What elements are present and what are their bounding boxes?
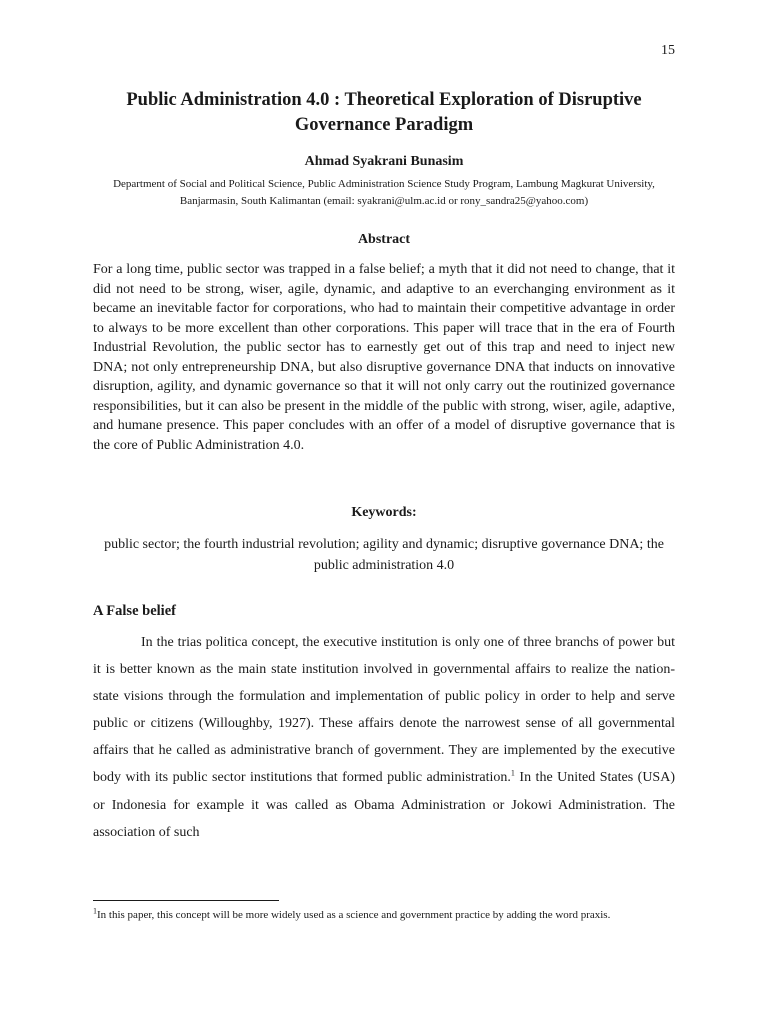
paper-title: Public Administration 4.0 : Theoretical Exploration of Disruptive Governance Paradigm: [126, 90, 642, 135]
section-text-part-1: In the trias politica concept, the executive institution is only one of three branchs of power but it is better known as the main state institution involved in governmental affairs to realize the nation-state visions through the formulation and implementation of public policy in order to help and serve public or citizens (Willoughby, 1927). These affairs denote the narrowest sense of all governmental affairs that he called as administrative branch of government. They are implemented by the executive body with its public sector institutions that formed public administration.: [93, 635, 675, 786]
abstract-heading: Abstract: [357, 232, 411, 247]
footnote-text: In this paper, this concept will be more widely used as a science and government practice by adding the word praxis.: [97, 909, 611, 921]
footnote-reference: 1: [510, 768, 515, 778]
footnote: [93, 908, 675, 923]
footnote-divider: [93, 900, 279, 901]
author-affiliation: Department of Social and Political Science, Public Administration Science Study Program, Lambung Magkurat University, Banjarmasin, South Kalimantan (email: syakrani@ulm.ac.id or rony_sandra25@yahoo.com): [113, 178, 655, 207]
footnote-marker: 1: [93, 906, 97, 916]
abstract-text: For a long time, public sector was trapped in a false belief; a myth that it did not need to change, that it did not need to be strong, wiser, agile, dynamic, and adaptive to an everchanging environment as it became an inevitable factor for corporations, who had to maintain their competitive advantage in order to always to be more excellent than other corporations. This paper will trace that in the era of Fourth Industrial Revolution, the public sector has to earnestly get out of this trap and need to inject new DNA; not only entrepreneurship DNA, but also disruptive governance DNA that inducts on innovative disruption, agility, and dynamic governance so that it will not only carry out the routinized governance responsibilities, but it can also be present in the middle of the public with strong, wiser, agile, adaptive, and humane presence. This paper concludes with an offer of a model of disruptive governance that is the core of Public Administration 4.0.: [93, 262, 675, 453]
keywords-heading: Keywords:: [351, 505, 417, 520]
section-text-part-2: In the United States (USA) or Indonesia for example it was called as Obama Administration or Jokowi Administration. The association of such: [93, 770, 675, 840]
section-heading: A False belief: [93, 603, 176, 619]
section-paragraph: [93, 629, 675, 846]
keywords-text: public sector; the fourth industrial revolution; agility and dynamic; disruptive governance DNA; the public administration 4.0: [104, 537, 664, 573]
author-name: Ahmad Syakrani Bunasim: [304, 154, 464, 169]
page-number: 15: [661, 43, 675, 58]
